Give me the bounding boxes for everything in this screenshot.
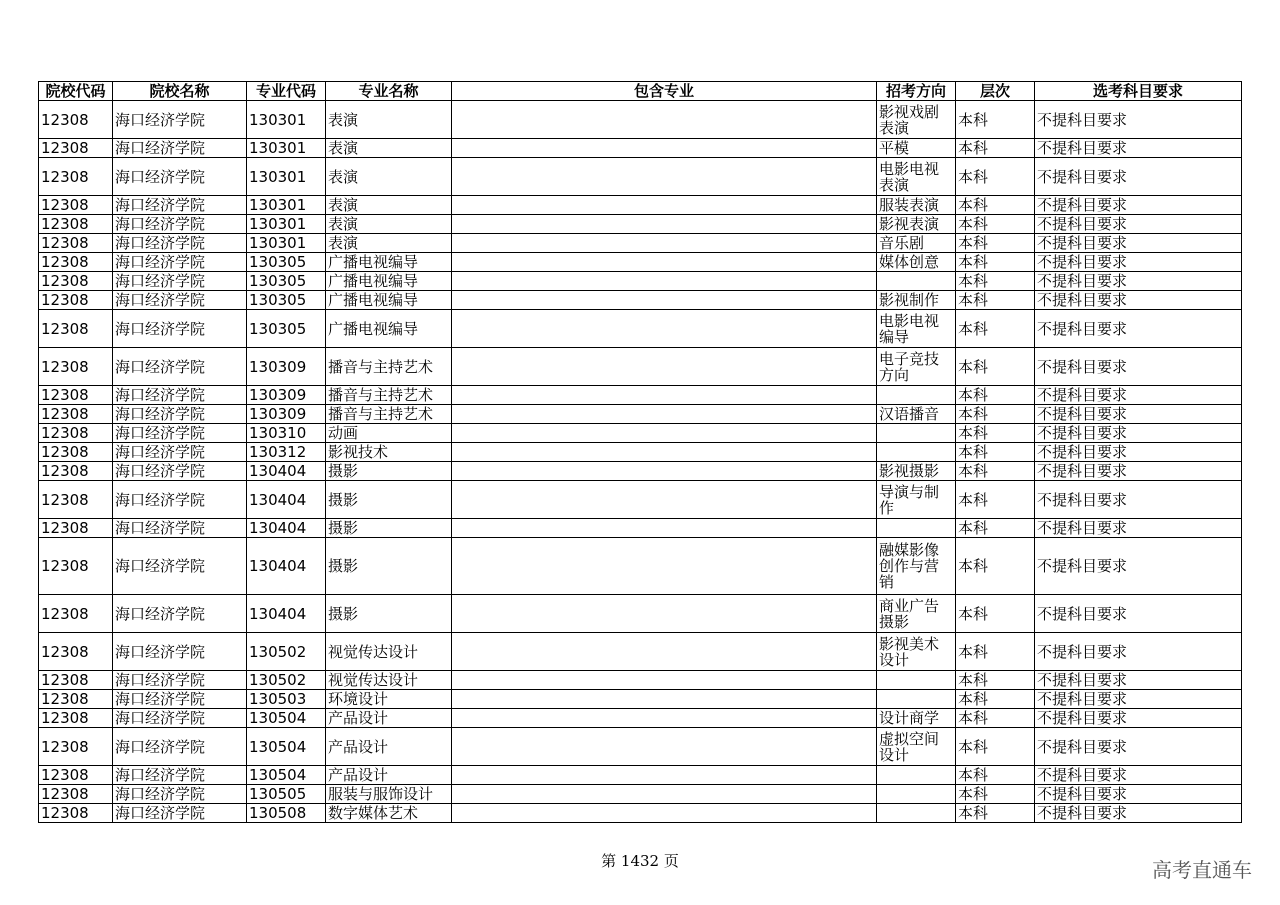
included-majors-cell [452,709,877,728]
table-row [39,101,1242,139]
school-name-cell: 海口经济学院 [113,272,247,291]
level-cell: 本科 [956,310,1035,348]
major-name-cell: 表演 [326,158,452,196]
major-name-cell: 视觉传达设计 [326,633,452,671]
subject-requirement-cell: 不提科目要求 [1035,595,1242,633]
school-name-cell: 海口经济学院 [113,234,247,253]
subject-requirement-cell: 不提科目要求 [1035,424,1242,443]
major-code-cell: 130301 [247,139,326,158]
direction-cell: 影视摄影 [877,462,956,481]
major-name-cell: 摄影 [326,538,452,595]
school-name-cell: 海口经济学院 [113,386,247,405]
major-name-cell: 视觉传达设计 [326,671,452,690]
major-name-cell: 产品设计 [326,728,452,766]
table-body [39,101,1242,823]
table-row [39,595,1242,633]
subject-requirement-cell: 不提科目要求 [1035,291,1242,310]
school-code-cell: 12308 [39,804,113,823]
school-code-cell: 12308 [39,766,113,785]
header-included-majors: 包含专业 [452,82,877,101]
major-name-cell: 表演 [326,101,452,139]
subject-requirement-cell: 不提科目要求 [1035,519,1242,538]
table-row [39,310,1242,348]
major-name-cell: 表演 [326,234,452,253]
included-majors-cell [452,139,877,158]
direction-cell [877,785,956,804]
included-majors-cell [452,633,877,671]
table-row [39,424,1242,443]
major-code-cell: 130404 [247,595,326,633]
major-name-cell: 摄影 [326,519,452,538]
school-name-cell: 海口经济学院 [113,424,247,443]
table-row [39,671,1242,690]
header-school-code: 院校代码 [39,82,113,101]
included-majors-cell [452,519,877,538]
school-name-cell: 海口经济学院 [113,348,247,386]
subject-requirement-cell: 不提科目要求 [1035,272,1242,291]
major-code-cell: 130312 [247,443,326,462]
major-name-cell: 播音与主持艺术 [326,405,452,424]
major-name-cell: 产品设计 [326,766,452,785]
included-majors-cell [452,234,877,253]
direction-cell: 虚拟空间设计 [877,728,956,766]
school-code-cell: 12308 [39,728,113,766]
school-code-cell: 12308 [39,671,113,690]
school-name-cell: 海口经济学院 [113,804,247,823]
included-majors-cell [452,101,877,139]
table-row [39,215,1242,234]
direction-cell: 融媒影像创作与营销 [877,538,956,595]
school-code-cell: 12308 [39,519,113,538]
included-majors-cell [452,405,877,424]
level-cell: 本科 [956,804,1035,823]
school-name-cell: 海口经济学院 [113,443,247,462]
subject-requirement-cell: 不提科目要求 [1035,538,1242,595]
subject-requirement-cell: 不提科目要求 [1035,253,1242,272]
table-row [39,633,1242,671]
table-row [39,443,1242,462]
subject-requirement-cell: 不提科目要求 [1035,215,1242,234]
direction-cell: 平模 [877,139,956,158]
major-code-cell: 130502 [247,633,326,671]
subject-requirement-cell: 不提科目要求 [1035,766,1242,785]
school-name-cell: 海口经济学院 [113,538,247,595]
major-code-cell: 130504 [247,709,326,728]
level-cell: 本科 [956,215,1035,234]
major-code-cell: 130504 [247,766,326,785]
major-code-cell: 130301 [247,196,326,215]
table-row [39,348,1242,386]
school-code-cell: 12308 [39,462,113,481]
school-name-cell: 海口经济学院 [113,291,247,310]
major-name-cell: 摄影 [326,481,452,519]
subject-requirement-cell: 不提科目要求 [1035,386,1242,405]
included-majors-cell [452,158,877,196]
major-code-cell: 130404 [247,462,326,481]
included-majors-cell [452,462,877,481]
subject-requirement-cell: 不提科目要求 [1035,671,1242,690]
included-majors-cell [452,196,877,215]
included-majors-cell [452,310,877,348]
direction-cell: 影视制作 [877,291,956,310]
direction-cell: 音乐剧 [877,234,956,253]
table-row [39,272,1242,291]
included-majors-cell [452,291,877,310]
level-cell: 本科 [956,386,1035,405]
included-majors-cell [452,690,877,709]
direction-cell: 媒体创意 [877,253,956,272]
included-majors-cell [452,253,877,272]
level-cell: 本科 [956,253,1035,272]
level-cell: 本科 [956,785,1035,804]
subject-requirement-cell: 不提科目要求 [1035,234,1242,253]
level-cell: 本科 [956,766,1035,785]
table-row [39,158,1242,196]
school-code-cell: 12308 [39,405,113,424]
included-majors-cell [452,272,877,291]
level-cell: 本科 [956,728,1035,766]
major-name-cell: 摄影 [326,462,452,481]
major-name-cell: 环境设计 [326,690,452,709]
table-row [39,519,1242,538]
included-majors-cell [452,766,877,785]
school-name-cell: 海口经济学院 [113,690,247,709]
table-row [39,386,1242,405]
direction-cell [877,386,956,405]
header-school-name: 院校名称 [113,82,247,101]
level-cell: 本科 [956,424,1035,443]
direction-cell [877,690,956,709]
school-name-cell: 海口经济学院 [113,158,247,196]
table-row [39,405,1242,424]
school-name-cell: 海口经济学院 [113,101,247,139]
school-code-cell: 12308 [39,690,113,709]
admissions-table [38,81,1242,823]
direction-cell: 影视表演 [877,215,956,234]
table-row [39,785,1242,804]
school-name-cell: 海口经济学院 [113,139,247,158]
level-cell: 本科 [956,690,1035,709]
school-code-cell: 12308 [39,386,113,405]
direction-cell: 影视美术设计 [877,633,956,671]
direction-cell: 电子竞技方向 [877,348,956,386]
school-name-cell: 海口经济学院 [113,481,247,519]
level-cell: 本科 [956,519,1035,538]
major-code-cell: 130309 [247,348,326,386]
major-name-cell: 表演 [326,139,452,158]
school-name-cell: 海口经济学院 [113,462,247,481]
level-cell: 本科 [956,139,1035,158]
included-majors-cell [452,671,877,690]
major-code-cell: 130508 [247,804,326,823]
school-name-cell: 海口经济学院 [113,253,247,272]
header-direction: 招考方向 [877,82,956,101]
school-name-cell: 海口经济学院 [113,709,247,728]
direction-cell: 商业广告摄影 [877,595,956,633]
school-code-cell: 12308 [39,158,113,196]
subject-requirement-cell: 不提科目要求 [1035,348,1242,386]
table-row [39,766,1242,785]
level-cell: 本科 [956,196,1035,215]
major-code-cell: 130301 [247,101,326,139]
level-cell: 本科 [956,234,1035,253]
subject-requirement-cell: 不提科目要求 [1035,101,1242,139]
school-code-cell: 12308 [39,595,113,633]
header-major-code: 专业代码 [247,82,326,101]
level-cell: 本科 [956,633,1035,671]
school-code-cell: 12308 [39,234,113,253]
level-cell: 本科 [956,405,1035,424]
subject-requirement-cell: 不提科目要求 [1035,709,1242,728]
school-code-cell: 12308 [39,481,113,519]
school-code-cell: 12308 [39,424,113,443]
included-majors-cell [452,481,877,519]
direction-cell: 服装表演 [877,196,956,215]
school-code-cell: 12308 [39,785,113,804]
major-name-cell: 表演 [326,196,452,215]
table-row [39,234,1242,253]
school-code-cell: 12308 [39,139,113,158]
table-row [39,538,1242,595]
school-code-cell: 12308 [39,310,113,348]
school-name-cell: 海口经济学院 [113,633,247,671]
included-majors-cell [452,538,877,595]
major-name-cell: 影视技术 [326,443,452,462]
table-row [39,481,1242,519]
subject-requirement-cell: 不提科目要求 [1035,158,1242,196]
direction-cell: 设计商学 [877,709,956,728]
major-code-cell: 130305 [247,253,326,272]
school-name-cell: 海口经济学院 [113,728,247,766]
direction-cell [877,671,956,690]
direction-cell [877,804,956,823]
table-row [39,690,1242,709]
school-name-cell: 海口经济学院 [113,405,247,424]
major-name-cell: 广播电视编导 [326,272,452,291]
school-code-cell: 12308 [39,538,113,595]
major-code-cell: 130404 [247,519,326,538]
subject-requirement-cell: 不提科目要求 [1035,728,1242,766]
major-code-cell: 130404 [247,481,326,519]
level-cell: 本科 [956,101,1035,139]
school-code-cell: 12308 [39,253,113,272]
major-code-cell: 130305 [247,310,326,348]
major-name-cell: 动画 [326,424,452,443]
table-row [39,462,1242,481]
table-row [39,253,1242,272]
major-code-cell: 130404 [247,538,326,595]
included-majors-cell [452,728,877,766]
included-majors-cell [452,386,877,405]
table-row [39,709,1242,728]
school-code-cell: 12308 [39,101,113,139]
header-subject-requirement: 选考科目要求 [1035,82,1242,101]
table-row [39,291,1242,310]
level-cell: 本科 [956,481,1035,519]
level-cell: 本科 [956,709,1035,728]
major-code-cell: 130301 [247,215,326,234]
subject-requirement-cell: 不提科目要求 [1035,139,1242,158]
level-cell: 本科 [956,291,1035,310]
major-code-cell: 130505 [247,785,326,804]
subject-requirement-cell: 不提科目要求 [1035,405,1242,424]
major-code-cell: 130301 [247,158,326,196]
subject-requirement-cell: 不提科目要求 [1035,310,1242,348]
header-level: 层次 [956,82,1035,101]
major-code-cell: 130301 [247,234,326,253]
subject-requirement-cell: 不提科目要求 [1035,633,1242,671]
subject-requirement-cell: 不提科目要求 [1035,690,1242,709]
major-name-cell: 摄影 [326,595,452,633]
included-majors-cell [452,348,877,386]
major-name-cell: 数字媒体艺术 [326,804,452,823]
major-code-cell: 130305 [247,291,326,310]
direction-cell: 汉语播音 [877,405,956,424]
major-code-cell: 130502 [247,671,326,690]
level-cell: 本科 [956,671,1035,690]
major-name-cell: 服装与服饰设计 [326,785,452,804]
subject-requirement-cell: 不提科目要求 [1035,785,1242,804]
included-majors-cell [452,215,877,234]
level-cell: 本科 [956,538,1035,595]
subject-requirement-cell: 不提科目要求 [1035,481,1242,519]
direction-cell [877,443,956,462]
major-name-cell: 播音与主持艺术 [326,348,452,386]
direction-cell [877,766,956,785]
included-majors-cell [452,443,877,462]
school-name-cell: 海口经济学院 [113,196,247,215]
school-name-cell: 海口经济学院 [113,595,247,633]
school-code-cell: 12308 [39,633,113,671]
watermark: 高考直通车 [1152,858,1252,882]
included-majors-cell [452,424,877,443]
header-major-name: 专业名称 [326,82,452,101]
included-majors-cell [452,804,877,823]
school-name-cell: 海口经济学院 [113,766,247,785]
direction-cell: 电影电视表演 [877,158,956,196]
page-number: 第 1432 页 [601,852,679,870]
table-row [39,196,1242,215]
school-code-cell: 12308 [39,443,113,462]
school-name-cell: 海口经济学院 [113,671,247,690]
table-header-row [39,82,1242,101]
major-name-cell: 表演 [326,215,452,234]
included-majors-cell [452,595,877,633]
major-code-cell: 130503 [247,690,326,709]
table-row [39,728,1242,766]
school-name-cell: 海口经济学院 [113,519,247,538]
direction-cell [877,519,956,538]
table-row [39,804,1242,823]
level-cell: 本科 [956,158,1035,196]
included-majors-cell [452,785,877,804]
major-code-cell: 130310 [247,424,326,443]
school-code-cell: 12308 [39,272,113,291]
school-name-cell: 海口经济学院 [113,215,247,234]
level-cell: 本科 [956,462,1035,481]
level-cell: 本科 [956,348,1035,386]
major-name-cell: 播音与主持艺术 [326,386,452,405]
subject-requirement-cell: 不提科目要求 [1035,804,1242,823]
direction-cell [877,272,956,291]
major-name-cell: 广播电视编导 [326,291,452,310]
level-cell: 本科 [956,272,1035,291]
subject-requirement-cell: 不提科目要求 [1035,462,1242,481]
school-name-cell: 海口经济学院 [113,310,247,348]
direction-cell: 影视戏剧表演 [877,101,956,139]
school-name-cell: 海口经济学院 [113,785,247,804]
subject-requirement-cell: 不提科目要求 [1035,443,1242,462]
school-code-cell: 12308 [39,215,113,234]
major-code-cell: 130305 [247,272,326,291]
major-name-cell: 广播电视编导 [326,310,452,348]
direction-cell [877,424,956,443]
school-code-cell: 12308 [39,196,113,215]
major-name-cell: 广播电视编导 [326,253,452,272]
direction-cell: 导演与制作 [877,481,956,519]
table-row [39,139,1242,158]
school-code-cell: 12308 [39,709,113,728]
subject-requirement-cell: 不提科目要求 [1035,196,1242,215]
school-code-cell: 12308 [39,291,113,310]
level-cell: 本科 [956,595,1035,633]
major-code-cell: 130504 [247,728,326,766]
level-cell: 本科 [956,443,1035,462]
major-code-cell: 130309 [247,405,326,424]
school-code-cell: 12308 [39,348,113,386]
major-code-cell: 130309 [247,386,326,405]
direction-cell: 电影电视编导 [877,310,956,348]
major-name-cell: 产品设计 [326,709,452,728]
